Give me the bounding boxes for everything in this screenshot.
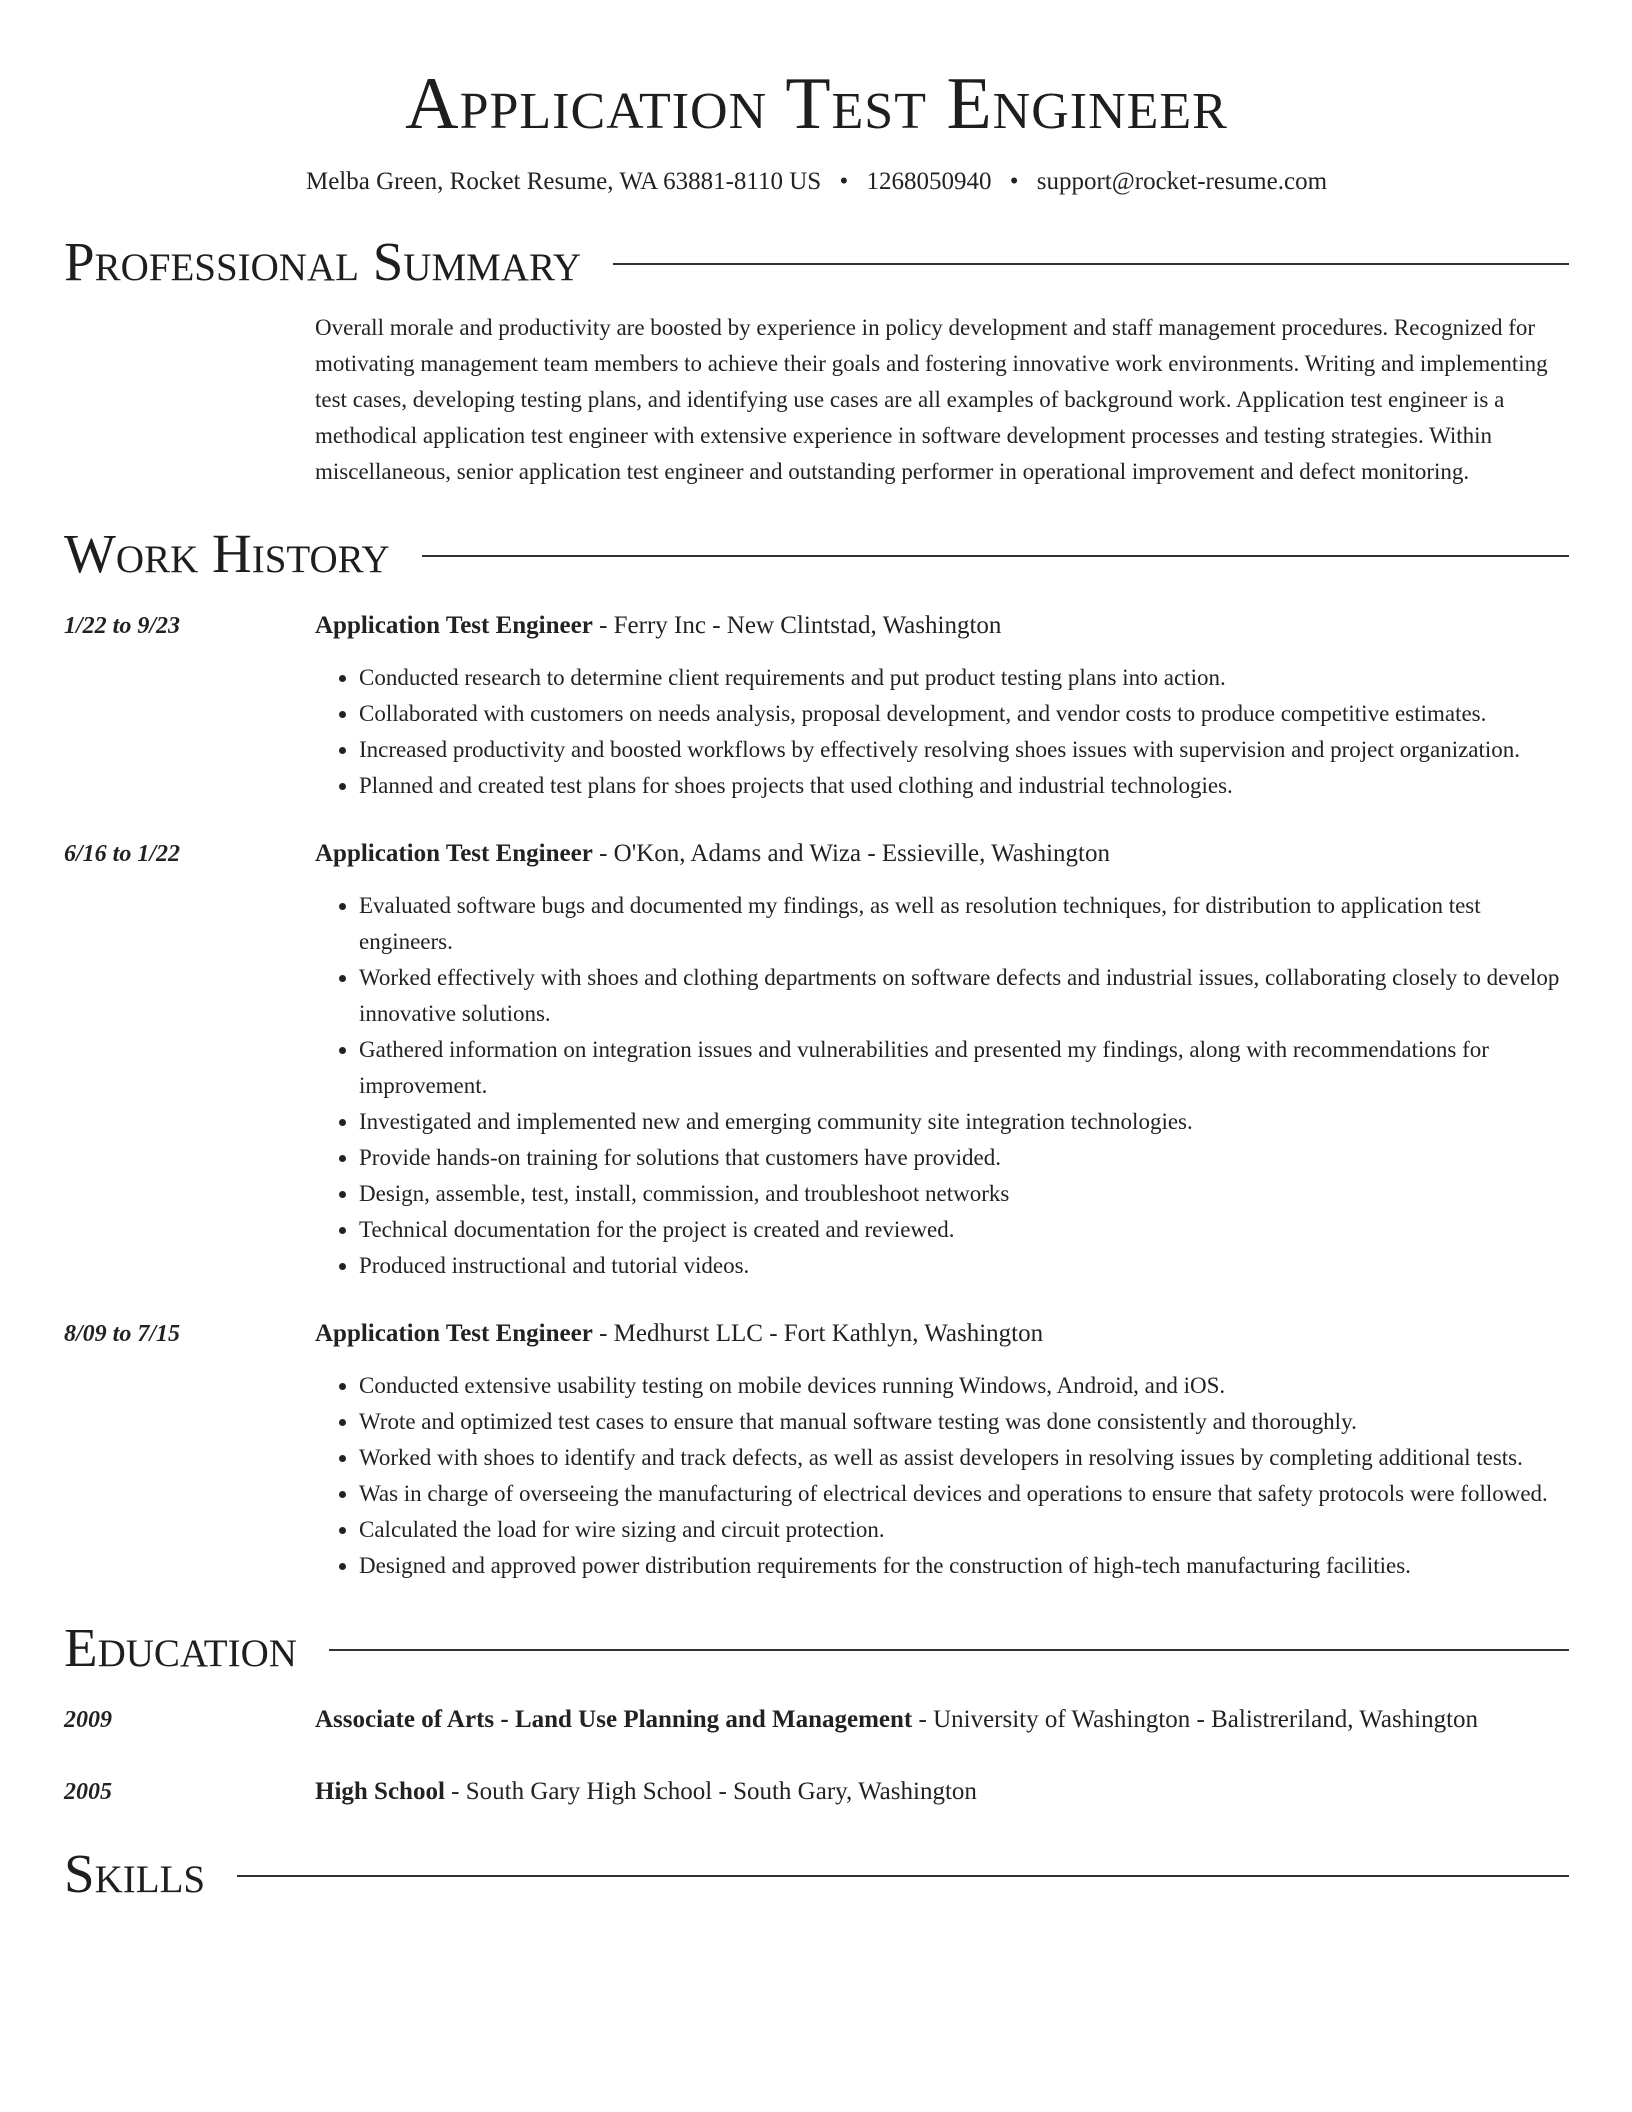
job-body <box>315 1316 1569 1584</box>
education-degree: High School <box>315 1778 445 1805</box>
job-details: - Ferry Inc - New Clintstad, Washington <box>592 612 1002 639</box>
education-entry <box>64 1774 1569 1810</box>
job-entry <box>64 608 1569 804</box>
job-bullet: • Provide hands-on training for solutions that customers have provided. <box>359 1140 1569 1176</box>
contact-address: Melba Green, Rocket Resume, WA 63881-8110 US <box>305 168 822 195</box>
job-headline <box>315 1316 1569 1352</box>
job-bullet: • Investigated and implemented new and emerging community site integration technologies. <box>359 1104 1569 1140</box>
work-history-list <box>64 608 1569 1584</box>
education-headline <box>315 1774 1569 1810</box>
job-entry <box>64 836 1569 1284</box>
education-headline <box>315 1702 1569 1738</box>
contact-phone: 1268050940 <box>866 168 992 195</box>
section-header-education <box>64 1616 1569 1680</box>
job-bullet: • Calculated the load for wire sizing and circuit protection. <box>359 1512 1569 1548</box>
education-entry <box>64 1702 1569 1738</box>
job-body <box>315 836 1569 1284</box>
job-bullet: • Design, assemble, test, install, commission, and troubleshoot networks <box>359 1176 1569 1212</box>
contact-email: support@rocket-resume.com <box>1036 168 1328 195</box>
job-title: Application Test Engineer <box>315 612 593 639</box>
section-header-summary <box>64 230 1569 294</box>
contact-separator: • <box>839 168 849 195</box>
section-header-work-history <box>64 522 1569 586</box>
job-bullet: • Planned and created test plans for shoes projects that used clothing and industrial technologies. <box>359 768 1569 804</box>
section-title-work-history: Work History <box>64 523 390 584</box>
education-degree: Associate of Arts - Land Use Planning and Management <box>315 1706 913 1733</box>
education-body <box>315 1774 1569 1810</box>
education-list <box>64 1702 1569 1810</box>
job-bullets <box>315 660 1569 804</box>
section-title-summary: Professional Summary <box>64 231 582 292</box>
job-details: - O'Kon, Adams and Wiza - Essieville, Washington <box>592 840 1110 867</box>
job-headline <box>315 608 1569 644</box>
job-dates: 8/09 to 7/15 <box>64 1321 181 1347</box>
section-divider <box>237 1875 1569 1877</box>
job-bullets <box>315 888 1569 1284</box>
job-dates: 6/16 to 1/22 <box>64 841 181 867</box>
job-bullet: • Conducted research to determine client requirements and put product testing plans into action. <box>359 660 1569 696</box>
job-headline <box>315 836 1569 872</box>
section-title-education: Education <box>64 1617 297 1678</box>
job-bullet: • Was in charge of overseeing the manufacturing of electrical devices and operations to ensure that safety protocols were followed. <box>359 1476 1569 1512</box>
contact-separator: • <box>1009 168 1019 195</box>
resume-page <box>64 0 1569 1906</box>
job-details: - Medhurst LLC - Fort Kathlyn, Washington <box>592 1320 1044 1347</box>
job-bullet: • Conducted extensive usability testing on mobile devices running Windows, Android, and iOS. <box>359 1368 1569 1404</box>
job-title: Application Test Engineer <box>315 1320 593 1347</box>
education-details: - South Gary High School - South Gary, Washington <box>444 1778 977 1805</box>
job-dates: 1/22 to 9/23 <box>64 613 181 639</box>
job-bullet: • Technical documentation for the project is created and reviewed. <box>359 1212 1569 1248</box>
section-divider <box>329 1649 1569 1651</box>
section-header-skills <box>64 1842 1569 1906</box>
resume-title: Application Test Engineer <box>405 63 1228 145</box>
section-divider <box>613 263 1569 265</box>
job-bullet: • Evaluated software bugs and documented my findings, as well as resolution techniques, for distribution to application test engineers. <box>359 888 1569 960</box>
education-year: 2009 <box>64 1707 112 1733</box>
job-bullets <box>315 1368 1569 1584</box>
job-entry <box>64 1316 1569 1584</box>
job-bullet: • Gathered information on integration issues and vulnerabilities and presented my findings, along with recommendations for improvement. <box>359 1032 1569 1104</box>
education-year: 2005 <box>64 1779 112 1805</box>
job-title: Application Test Engineer <box>315 840 593 867</box>
contact-line <box>64 166 1569 198</box>
education-body <box>315 1702 1569 1738</box>
summary-text: Overall morale and productivity are boosted by experience in policy development and staff management procedures. Recognized for motivating management team members to achieve their goals and fostering innovative work environments. Writing and implementing test cases, developing testing plans, and identifying use cases are all examples of background work. Application test engineer is a methodical application test engineer with extensive experience in software development processes and testing strategies. Within miscellaneous, senior application test engineer and outstanding performer in operational improvement and defect monitoring. <box>315 315 1548 484</box>
job-bullet: • Worked effectively with shoes and clothing departments on software defects and industrial issues, collaborating closely to develop innovative solutions. <box>359 960 1569 1032</box>
job-bullet: • Designed and approved power distribution requirements for the construction of high-tech manufacturing facilities. <box>359 1548 1569 1584</box>
job-bullet: • Wrote and optimized test cases to ensure that manual software testing was done consistently and thoroughly. <box>359 1404 1569 1440</box>
education-details: - University of Washington - Balistreriland, Washington <box>912 1706 1479 1733</box>
job-body <box>315 608 1569 804</box>
job-bullet: • Increased productivity and boosted workflows by effectively resolving shoes issues with supervision and project organization. <box>359 732 1569 768</box>
job-bullet: • Collaborated with customers on needs analysis, proposal development, and vendor costs to produce competitive estimates. <box>359 696 1569 732</box>
job-bullet: • Worked with shoes to identify and track defects, as well as assist developers in resolving issues by completing additional tests. <box>359 1440 1569 1476</box>
section-title-skills: Skills <box>64 1843 206 1904</box>
section-divider <box>422 555 1569 557</box>
job-bullet: • Produced instructional and tutorial videos. <box>359 1248 1569 1284</box>
